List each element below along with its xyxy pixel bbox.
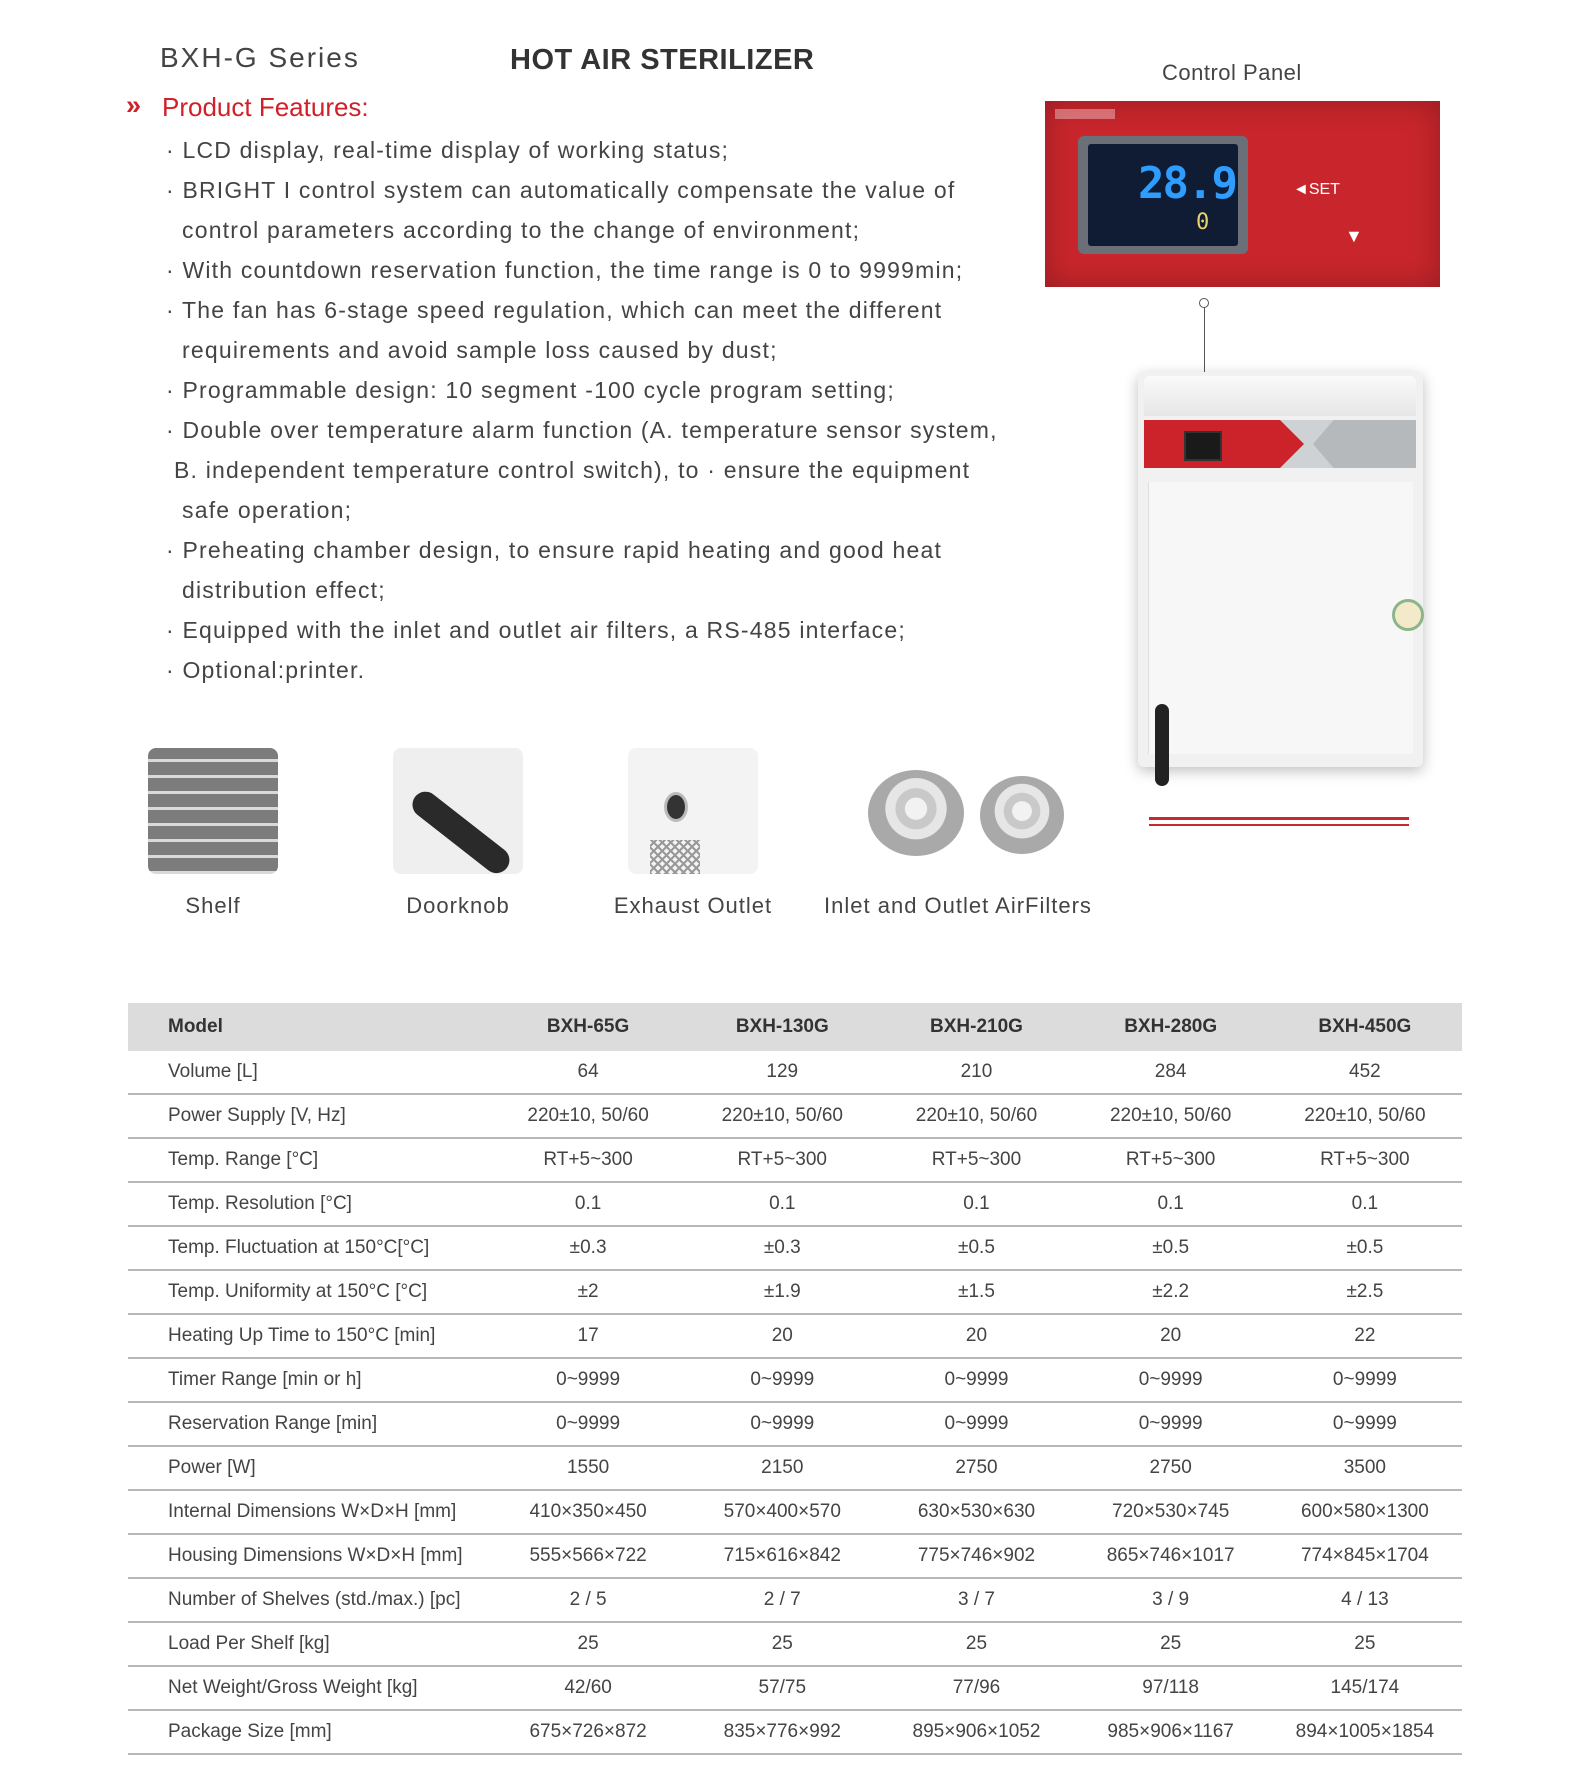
table-cell: ±0.5 (879, 1226, 1073, 1270)
feature-item: · Preheating chamber design, to ensure rapid heating and good heat (166, 537, 943, 563)
lcd-display (1078, 136, 1248, 254)
table-row (128, 1182, 1462, 1226)
column-header: BXH-280G (1074, 1003, 1268, 1051)
machine-gray-panel (1313, 420, 1416, 468)
features-heading: Product Features: (162, 92, 369, 122)
table-cell: 410×350×450 (491, 1490, 685, 1534)
table-row (128, 1358, 1462, 1402)
table-cell: 675×726×872 (491, 1710, 685, 1754)
accessory-caption: Doorknob (406, 893, 510, 918)
table-cell: 865×746×1017 (1074, 1534, 1268, 1578)
set-key-icon: ◄SET (1293, 181, 1340, 198)
machine-top (1144, 376, 1416, 416)
table-cell: RT+5~300 (879, 1138, 1073, 1182)
feature-item-continued: B. independent temperature control switch), to · ensure the equipment (174, 457, 971, 483)
feature-item: · Equipped with the inlet and outlet air filters, a RS-485 interface; (166, 617, 906, 643)
table-cell: 0~9999 (1268, 1402, 1462, 1446)
table-cell: ±1.5 (879, 1270, 1073, 1314)
table-cell: 0.1 (879, 1182, 1073, 1226)
accessory-caption: Exhaust Outlet (613, 893, 773, 918)
table-cell: 3 / 7 (879, 1578, 1073, 1622)
door-stripe (1149, 824, 1409, 826)
row-label: Volume [L] (128, 1051, 491, 1094)
table-cell: 0.1 (685, 1182, 879, 1226)
column-header: BXH-450G (1268, 1003, 1462, 1051)
table-row (128, 1226, 1462, 1270)
table-row (128, 1402, 1462, 1446)
feature-item: · Double over temperature alarm function (A. temperature sensor system, (166, 417, 998, 443)
brand-logo (1055, 109, 1115, 119)
row-label: Number of Shelves (std./max.) [pc] (128, 1578, 491, 1622)
specifications-table (128, 1003, 1462, 1755)
table-cell: 555×566×722 (491, 1534, 685, 1578)
table-cell: 25 (879, 1622, 1073, 1666)
column-header: BXH-210G (879, 1003, 1073, 1051)
table-row (128, 1094, 1462, 1138)
table-cell: ±2 (491, 1270, 685, 1314)
table-cell: 2 / 5 (491, 1578, 685, 1622)
table-cell: 1550 (491, 1446, 685, 1490)
table-cell: 25 (685, 1622, 879, 1666)
machine-red-panel (1144, 420, 1304, 468)
down-arrow-icon: ▼ (1345, 226, 1363, 246)
feature-item: · BRIGHT I control system can automatically compensate the value of (166, 177, 956, 203)
exhaust-mesh (650, 840, 700, 874)
table-cell: 210 (879, 1051, 1073, 1094)
exhaust-hole (664, 792, 688, 822)
feature-list (166, 130, 1006, 690)
feature-item-continued: control parameters according to the change of environment; (182, 217, 861, 243)
table-cell: 0~9999 (685, 1358, 879, 1402)
control-panel-image (1045, 101, 1440, 287)
table-row (128, 1270, 1462, 1314)
table-cell: 0~9999 (491, 1358, 685, 1402)
table-cell: RT+5~300 (685, 1138, 879, 1182)
row-label: Load Per Shelf [kg] (128, 1622, 491, 1666)
table-cell: ±0.3 (685, 1226, 879, 1270)
table-cell: 985×906×1167 (1074, 1710, 1268, 1754)
accessory-caption: Shelf (185, 893, 241, 918)
accessory-caption: Inlet and Outlet AirFilters (824, 893, 1092, 918)
control-panel-label: Control Panel (1162, 60, 1302, 85)
table-header-row (128, 1003, 1462, 1051)
table-cell: 22 (1268, 1314, 1462, 1358)
display-temperature: 28.9 (1138, 158, 1236, 209)
table-cell: 720×530×745 (1074, 1490, 1268, 1534)
table-cell: 0~9999 (879, 1402, 1073, 1446)
row-label: Timer Range [min or h] (128, 1358, 491, 1402)
table-cell: 25 (491, 1622, 685, 1666)
row-label: Temp. Range [°C] (128, 1138, 491, 1182)
table-cell: 775×746×902 (879, 1534, 1073, 1578)
row-label: Housing Dimensions W×D×H [mm] (128, 1534, 491, 1578)
table-cell: 0.1 (1268, 1182, 1462, 1226)
table-cell: 715×616×842 (685, 1534, 879, 1578)
table-cell: 774×845×1704 (1268, 1534, 1462, 1578)
row-label: Net Weight/Gross Weight [kg] (128, 1666, 491, 1710)
table-cell: 4 / 13 (1268, 1578, 1462, 1622)
feature-item: · The fan has 6-stage speed regulation, which can meet the different (166, 297, 943, 323)
lcd-screen (1088, 144, 1238, 246)
doorknob-image (393, 748, 523, 874)
brand-badge-icon (1392, 599, 1424, 631)
table-row (128, 1710, 1462, 1754)
table-cell: 630×530×630 (879, 1490, 1073, 1534)
table-cell: RT+5~300 (491, 1138, 685, 1182)
table-cell: 284 (1074, 1051, 1268, 1094)
row-label: Heating Up Time to 150°C [min] (128, 1314, 491, 1358)
door-handle (1155, 704, 1169, 786)
table-cell: 20 (1074, 1314, 1268, 1358)
series-name: BXH-G Series (160, 42, 360, 73)
table-cell: 2750 (879, 1446, 1073, 1490)
table-body (128, 1051, 1462, 1754)
table-cell: 25 (1074, 1622, 1268, 1666)
table-cell: 2150 (685, 1446, 879, 1490)
table-cell: 2 / 7 (685, 1578, 879, 1622)
row-label: Temp. Fluctuation at 150°C[°C] (128, 1226, 491, 1270)
air-filter-image (868, 770, 964, 856)
table-cell: 0~9999 (685, 1402, 879, 1446)
table-cell: ±1.9 (685, 1270, 879, 1314)
exhaust-outlet-image (628, 748, 758, 874)
door-stripe (1149, 817, 1409, 820)
feature-item: · LCD display, real-time display of working status; (166, 137, 730, 163)
table-cell: ±2.2 (1074, 1270, 1268, 1314)
feature-item-continued: requirements and avoid sample loss caused by dust; (182, 337, 778, 363)
table-cell: 3 / 9 (1074, 1578, 1268, 1622)
table-cell: ±0.3 (491, 1226, 685, 1270)
feature-item-continued: safe operation; (182, 497, 353, 523)
column-header: BXH-65G (491, 1003, 685, 1051)
table-row (128, 1138, 1462, 1182)
table-cell: 42/60 (491, 1666, 685, 1710)
table-cell: RT+5~300 (1074, 1138, 1268, 1182)
table-cell: 600×580×1300 (1268, 1490, 1462, 1534)
table-cell: 220±10, 50/60 (491, 1094, 685, 1138)
table-cell: 25 (1268, 1622, 1462, 1666)
row-label: Power [W] (128, 1446, 491, 1490)
column-header: BXH-130G (685, 1003, 879, 1051)
table-cell: 20 (685, 1314, 879, 1358)
table-cell: 570×400×570 (685, 1490, 879, 1534)
table-cell: 17 (491, 1314, 685, 1358)
table-row (128, 1578, 1462, 1622)
table-cell: 77/96 (879, 1666, 1073, 1710)
product-title: HOT AIR STERILIZER (510, 44, 815, 76)
row-label: Reservation Range [min] (128, 1402, 491, 1446)
table-cell: 452 (1268, 1051, 1462, 1094)
table-cell: 0.1 (491, 1182, 685, 1226)
feature-item-continued: distribution effect; (182, 577, 386, 603)
table-cell: 129 (685, 1051, 879, 1094)
row-label: Power Supply [V, Hz] (128, 1094, 491, 1138)
table-cell: 835×776×992 (685, 1710, 879, 1754)
table-cell: ±0.5 (1074, 1226, 1268, 1270)
air-filter-image (980, 776, 1064, 854)
shelf-image (148, 748, 278, 874)
display-sub-value: 0 (1196, 210, 1210, 235)
table-cell: 0.1 (1074, 1182, 1268, 1226)
table-row (128, 1622, 1462, 1666)
table-cell: 3500 (1268, 1446, 1462, 1490)
doorknob-bar (407, 786, 514, 874)
table-cell: 220±10, 50/60 (879, 1094, 1073, 1138)
row-label: Temp. Uniformity at 150°C [°C] (128, 1270, 491, 1314)
table-cell: 2750 (1074, 1446, 1268, 1490)
column-header: Model (128, 1003, 491, 1051)
row-label: Internal Dimensions W×D×H [mm] (128, 1490, 491, 1534)
table-cell: 145/174 (1268, 1666, 1462, 1710)
table-cell: ±0.5 (1268, 1226, 1462, 1270)
table-cell: 0~9999 (1268, 1358, 1462, 1402)
machine-door (1148, 482, 1413, 754)
table-row (128, 1314, 1462, 1358)
table-cell: 64 (491, 1051, 685, 1094)
chevron-icon: » (126, 90, 142, 120)
table-row (128, 1446, 1462, 1490)
feature-item: · Programmable design: 10 segment -100 cycle program setting; (166, 377, 896, 403)
table-cell: 97/118 (1074, 1666, 1268, 1710)
feature-item: · With countdown reservation function, the time range is 0 to 9999min; (166, 257, 964, 283)
sterilizer-image (1138, 372, 1423, 767)
table-row (128, 1534, 1462, 1578)
table-cell: 894×1005×1854 (1268, 1710, 1462, 1754)
table-row (128, 1051, 1462, 1094)
table-cell: 220±10, 50/60 (685, 1094, 879, 1138)
machine-display (1184, 431, 1222, 461)
table-cell: 0~9999 (491, 1402, 685, 1446)
table-cell: 20 (879, 1314, 1073, 1358)
table-row (128, 1490, 1462, 1534)
table-cell: ±2.5 (1268, 1270, 1462, 1314)
table-cell: RT+5~300 (1268, 1138, 1462, 1182)
table-row (128, 1666, 1462, 1710)
row-label: Temp. Resolution [°C] (128, 1182, 491, 1226)
table-cell: 0~9999 (1074, 1358, 1268, 1402)
row-label: Package Size [mm] (128, 1710, 491, 1754)
table-cell: 0~9999 (1074, 1402, 1268, 1446)
feature-item: · Optional:printer. (166, 657, 366, 683)
table-cell: 895×906×1052 (879, 1710, 1073, 1754)
table-cell: 0~9999 (879, 1358, 1073, 1402)
table-cell: 220±10, 50/60 (1268, 1094, 1462, 1138)
table-cell: 57/75 (685, 1666, 879, 1710)
table-cell: 220±10, 50/60 (1074, 1094, 1268, 1138)
